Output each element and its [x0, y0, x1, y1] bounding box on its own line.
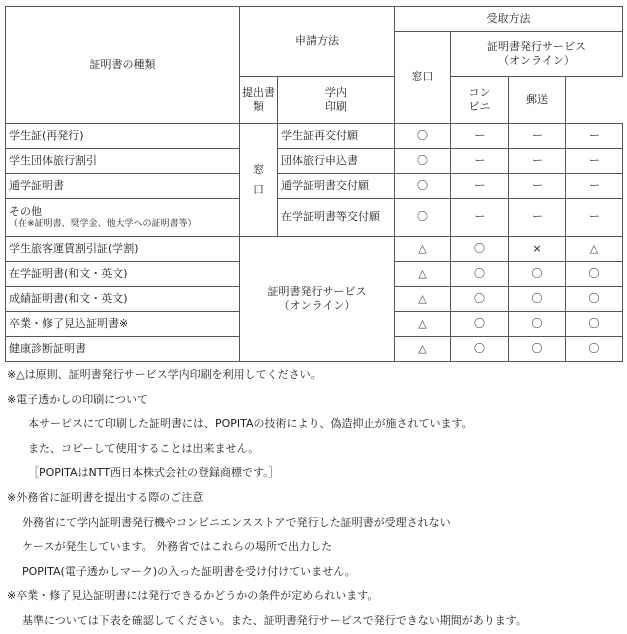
- note-line: ［POPITAはNTT西日本株式会社の登録商標です。］: [28, 466, 280, 480]
- cert-name: 卒業・修了見込証明書※: [6, 312, 240, 337]
- counter-cell: △: [395, 337, 451, 362]
- campus-cell: ー: [451, 174, 509, 199]
- convenience-cell: ー: [509, 174, 566, 199]
- campus-cell: ー: [451, 124, 509, 149]
- header-mail: 郵送: [509, 77, 566, 124]
- header-convenience: [451, 77, 509, 124]
- cert-name: 健康診断証明書: [6, 337, 240, 362]
- note-line: ※電子透かしの印刷について: [7, 392, 148, 406]
- table-row: [6, 149, 623, 174]
- convenience-cell: ー: [509, 199, 566, 237]
- submit-doc: 在学証明書等交付願: [278, 199, 395, 237]
- note-line: POPITA(電子透かしマーク)の入った証明書を受け付けていません。: [22, 564, 356, 578]
- mail-cell: 〇: [566, 262, 623, 287]
- method-counter-line2: 口: [253, 183, 264, 196]
- campus-cell: ー: [451, 149, 509, 174]
- cert-name: 成績証明書(和文・英文): [6, 287, 240, 312]
- method-online-line1: 証明書発行サービス: [267, 284, 367, 298]
- convenience-cell: ー: [509, 149, 566, 174]
- note-line: ケースが発生しています。 外務省ではこれらの場所で出力した: [22, 540, 333, 554]
- method-online: [240, 237, 395, 362]
- table-row: [6, 174, 623, 199]
- counter-cell: △: [395, 262, 451, 287]
- header-online-service-line2: （オンライン）: [498, 54, 575, 67]
- convenience-cell: 〇: [509, 287, 566, 312]
- table-row: [6, 199, 623, 237]
- header-campus-print: [278, 77, 395, 124]
- submit-doc: 団体旅行申込書: [278, 149, 395, 174]
- cert-name: 学生団体旅行割引: [6, 149, 240, 174]
- counter-cell: 〇: [395, 124, 451, 149]
- submit-doc: 学生証再交付願: [278, 124, 395, 149]
- convenience-cell: ×: [509, 237, 566, 262]
- convenience-cell: 〇: [509, 262, 566, 287]
- cert-name-other: [6, 199, 240, 237]
- header-online-service-line1: 証明書発行サービス: [487, 39, 586, 53]
- convenience-cell: ー: [509, 124, 566, 149]
- mail-cell: ー: [566, 199, 623, 237]
- cert-name: 通学証明書: [6, 174, 240, 199]
- notes-section: [7, 363, 623, 634]
- note-line: 基準については下表を確認してください。また、証明書発行サービスで発行できない期間があります。: [22, 613, 527, 627]
- header-convenience-line1: コン: [468, 85, 491, 99]
- cert-name: その他: [9, 204, 42, 218]
- note-line: 本サービスにて印刷した証明書には、POPITAの技術により、偽造抑止が施されています。: [28, 417, 473, 431]
- table-row: [6, 237, 623, 262]
- convenience-cell: 〇: [509, 337, 566, 362]
- certificate-table: [5, 6, 623, 362]
- header-campus-print-line2: 印刷: [325, 100, 347, 113]
- note-line: ※外務省に証明書を提出する際のご注意: [7, 490, 204, 504]
- header-online-service: [451, 32, 623, 77]
- campus-cell: 〇: [451, 287, 509, 312]
- mail-cell: 〇: [566, 337, 623, 362]
- method-online-line2: （オンライン）: [278, 299, 356, 312]
- cert-name: 学生証(再発行): [6, 124, 240, 149]
- mail-cell: ー: [566, 149, 623, 174]
- note-line: ※卒業・修了見込証明書には発行できるかどうかの条件が定められいます。: [7, 589, 379, 603]
- table-row: [6, 124, 623, 149]
- header-submit-docs: 提出書類: [240, 77, 278, 124]
- counter-cell: 〇: [395, 199, 451, 237]
- counter-cell: △: [395, 312, 451, 337]
- mail-cell: ー: [566, 124, 623, 149]
- mail-cell: ー: [566, 174, 623, 199]
- campus-cell: 〇: [451, 312, 509, 337]
- counter-cell: 〇: [395, 174, 451, 199]
- campus-cell: 〇: [451, 337, 509, 362]
- method-counter-line1: 窓: [253, 163, 264, 176]
- header-counter: 窓口: [395, 32, 451, 124]
- header-convenience-line2: ビニ: [468, 100, 491, 113]
- counter-cell: △: [395, 237, 451, 262]
- mail-cell: △: [566, 237, 623, 262]
- note-line: 外務省にて学内証明書発行機やコンビニエンスストアで発行した証明書が受理されない: [22, 515, 451, 529]
- submit-doc: 通学証明書交付願: [278, 174, 395, 199]
- cert-name: 学生旅客運賃割引証(学割): [6, 237, 240, 262]
- header-campus-print-line1: 学内: [325, 85, 347, 99]
- counter-cell: 〇: [395, 149, 451, 174]
- header-receive: 受取方法: [395, 7, 623, 32]
- note-line: また、コピーして使用することは出来ません。: [28, 441, 260, 455]
- campus-cell: 〇: [451, 262, 509, 287]
- cert-name-sub: （在※証明書、奨学金、他大学への証明書等）: [9, 218, 197, 229]
- header-method: 申請方法: [240, 7, 395, 77]
- cert-name: 在学証明書(和文・英文): [6, 262, 240, 287]
- counter-cell: △: [395, 287, 451, 312]
- note-line: ※△は原則、証明書発行サービス学内印刷を利用してください。: [7, 368, 322, 381]
- convenience-cell: 〇: [509, 312, 566, 337]
- header-cert-type: 証明書の種類: [6, 7, 240, 124]
- campus-cell: ー: [451, 199, 509, 237]
- campus-cell: 〇: [451, 237, 509, 262]
- mail-cell: 〇: [566, 287, 623, 312]
- mail-cell: 〇: [566, 312, 623, 337]
- method-counter: [240, 124, 278, 237]
